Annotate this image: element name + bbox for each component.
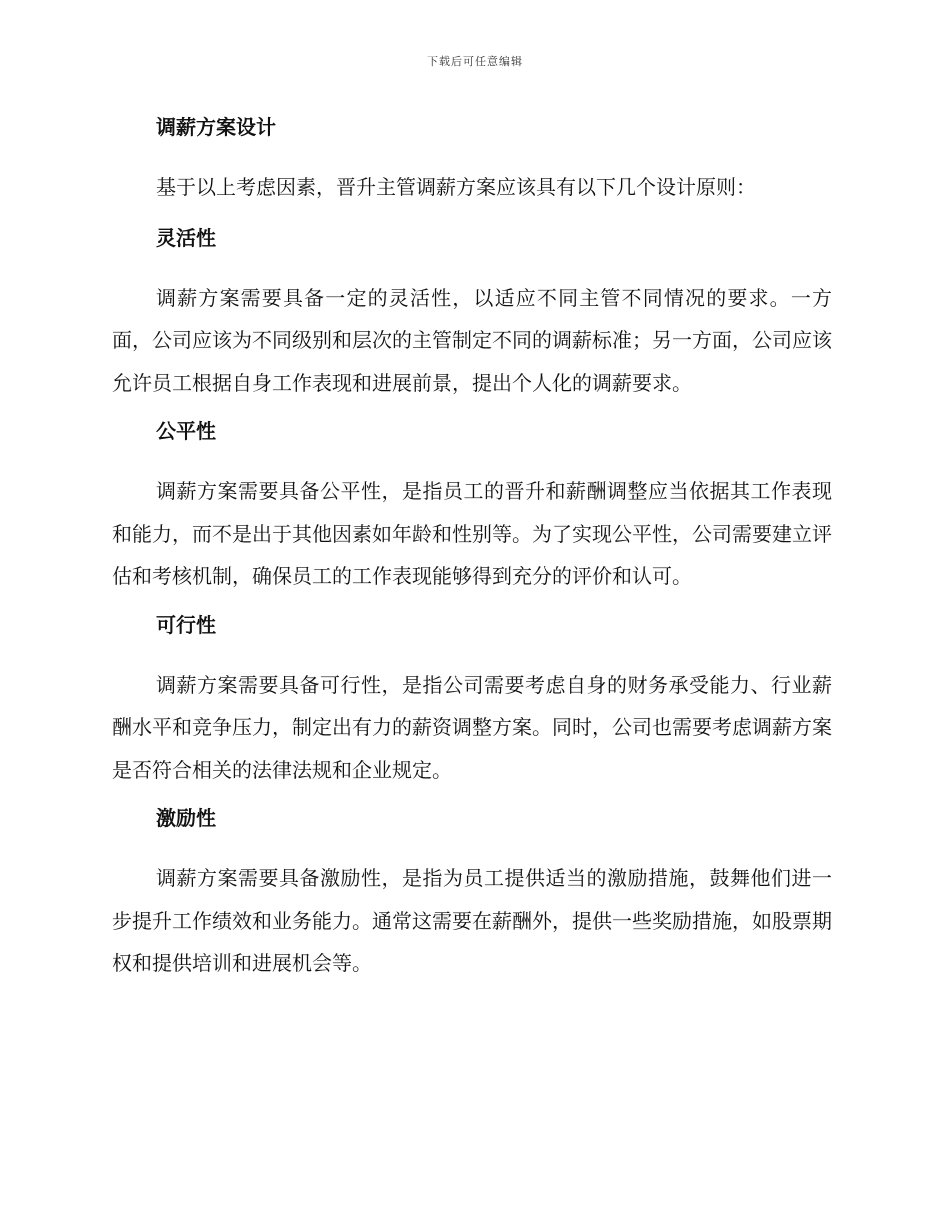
- section-heading-flexibility: 灵活性: [156, 225, 216, 250]
- section-body-feasibility: 调薪方案需要具备可行性，是指公司需要考虑自身的财务承受能力、行业薪酬水平和竞争压力，制定出有力的薪资调整方案。同时，公司也需要考虑调薪方案是否符合相关的法律法规和企业规定。: [112, 672, 832, 782]
- document-content: [112, 110, 832, 995]
- section-heading-feasibility: 可行性: [156, 612, 216, 637]
- section-body-incentive: 调薪方案需要具备激励性，是指为员工提供适当的激励措施，鼓舞他们进一步提升工作绩效和业务能力。通常这需要在薪酬外，提供一些奖励措施，如股票期权和提供培训和进展机会等。: [112, 866, 832, 975]
- header-note: 下载后可任意编辑: [427, 55, 523, 68]
- section-body-flexibility: 调薪方案需要具备一定的灵活性，以适应不同主管不同情况的要求。一方面，公司应该为不同级别和层次的主管制定不同的调薪标准；另一方面，公司应该允许员工根据自身工作表现和进展前景，提出个人化的调薪要求。: [112, 285, 832, 395]
- main-heading: 调薪方案设计: [156, 115, 276, 139]
- intro-paragraph: 基于以上考虑因素，晋升主管调薪方案应该具有以下几个设计原则：: [156, 175, 756, 199]
- section-heading-incentive: 激励性: [156, 806, 216, 830]
- section-heading-fairness: 公平性: [156, 419, 216, 443]
- section-body-fairness: 调薪方案需要具备公平性，是指员工的晋升和薪酬调整应当依据其工作表现和能力，而不是出于其他因素如年龄和性别等。为了实现公平性，公司需要建立评估和考核机制，确保员工的工作表现能够得到充分的评价和认可。: [112, 479, 832, 588]
